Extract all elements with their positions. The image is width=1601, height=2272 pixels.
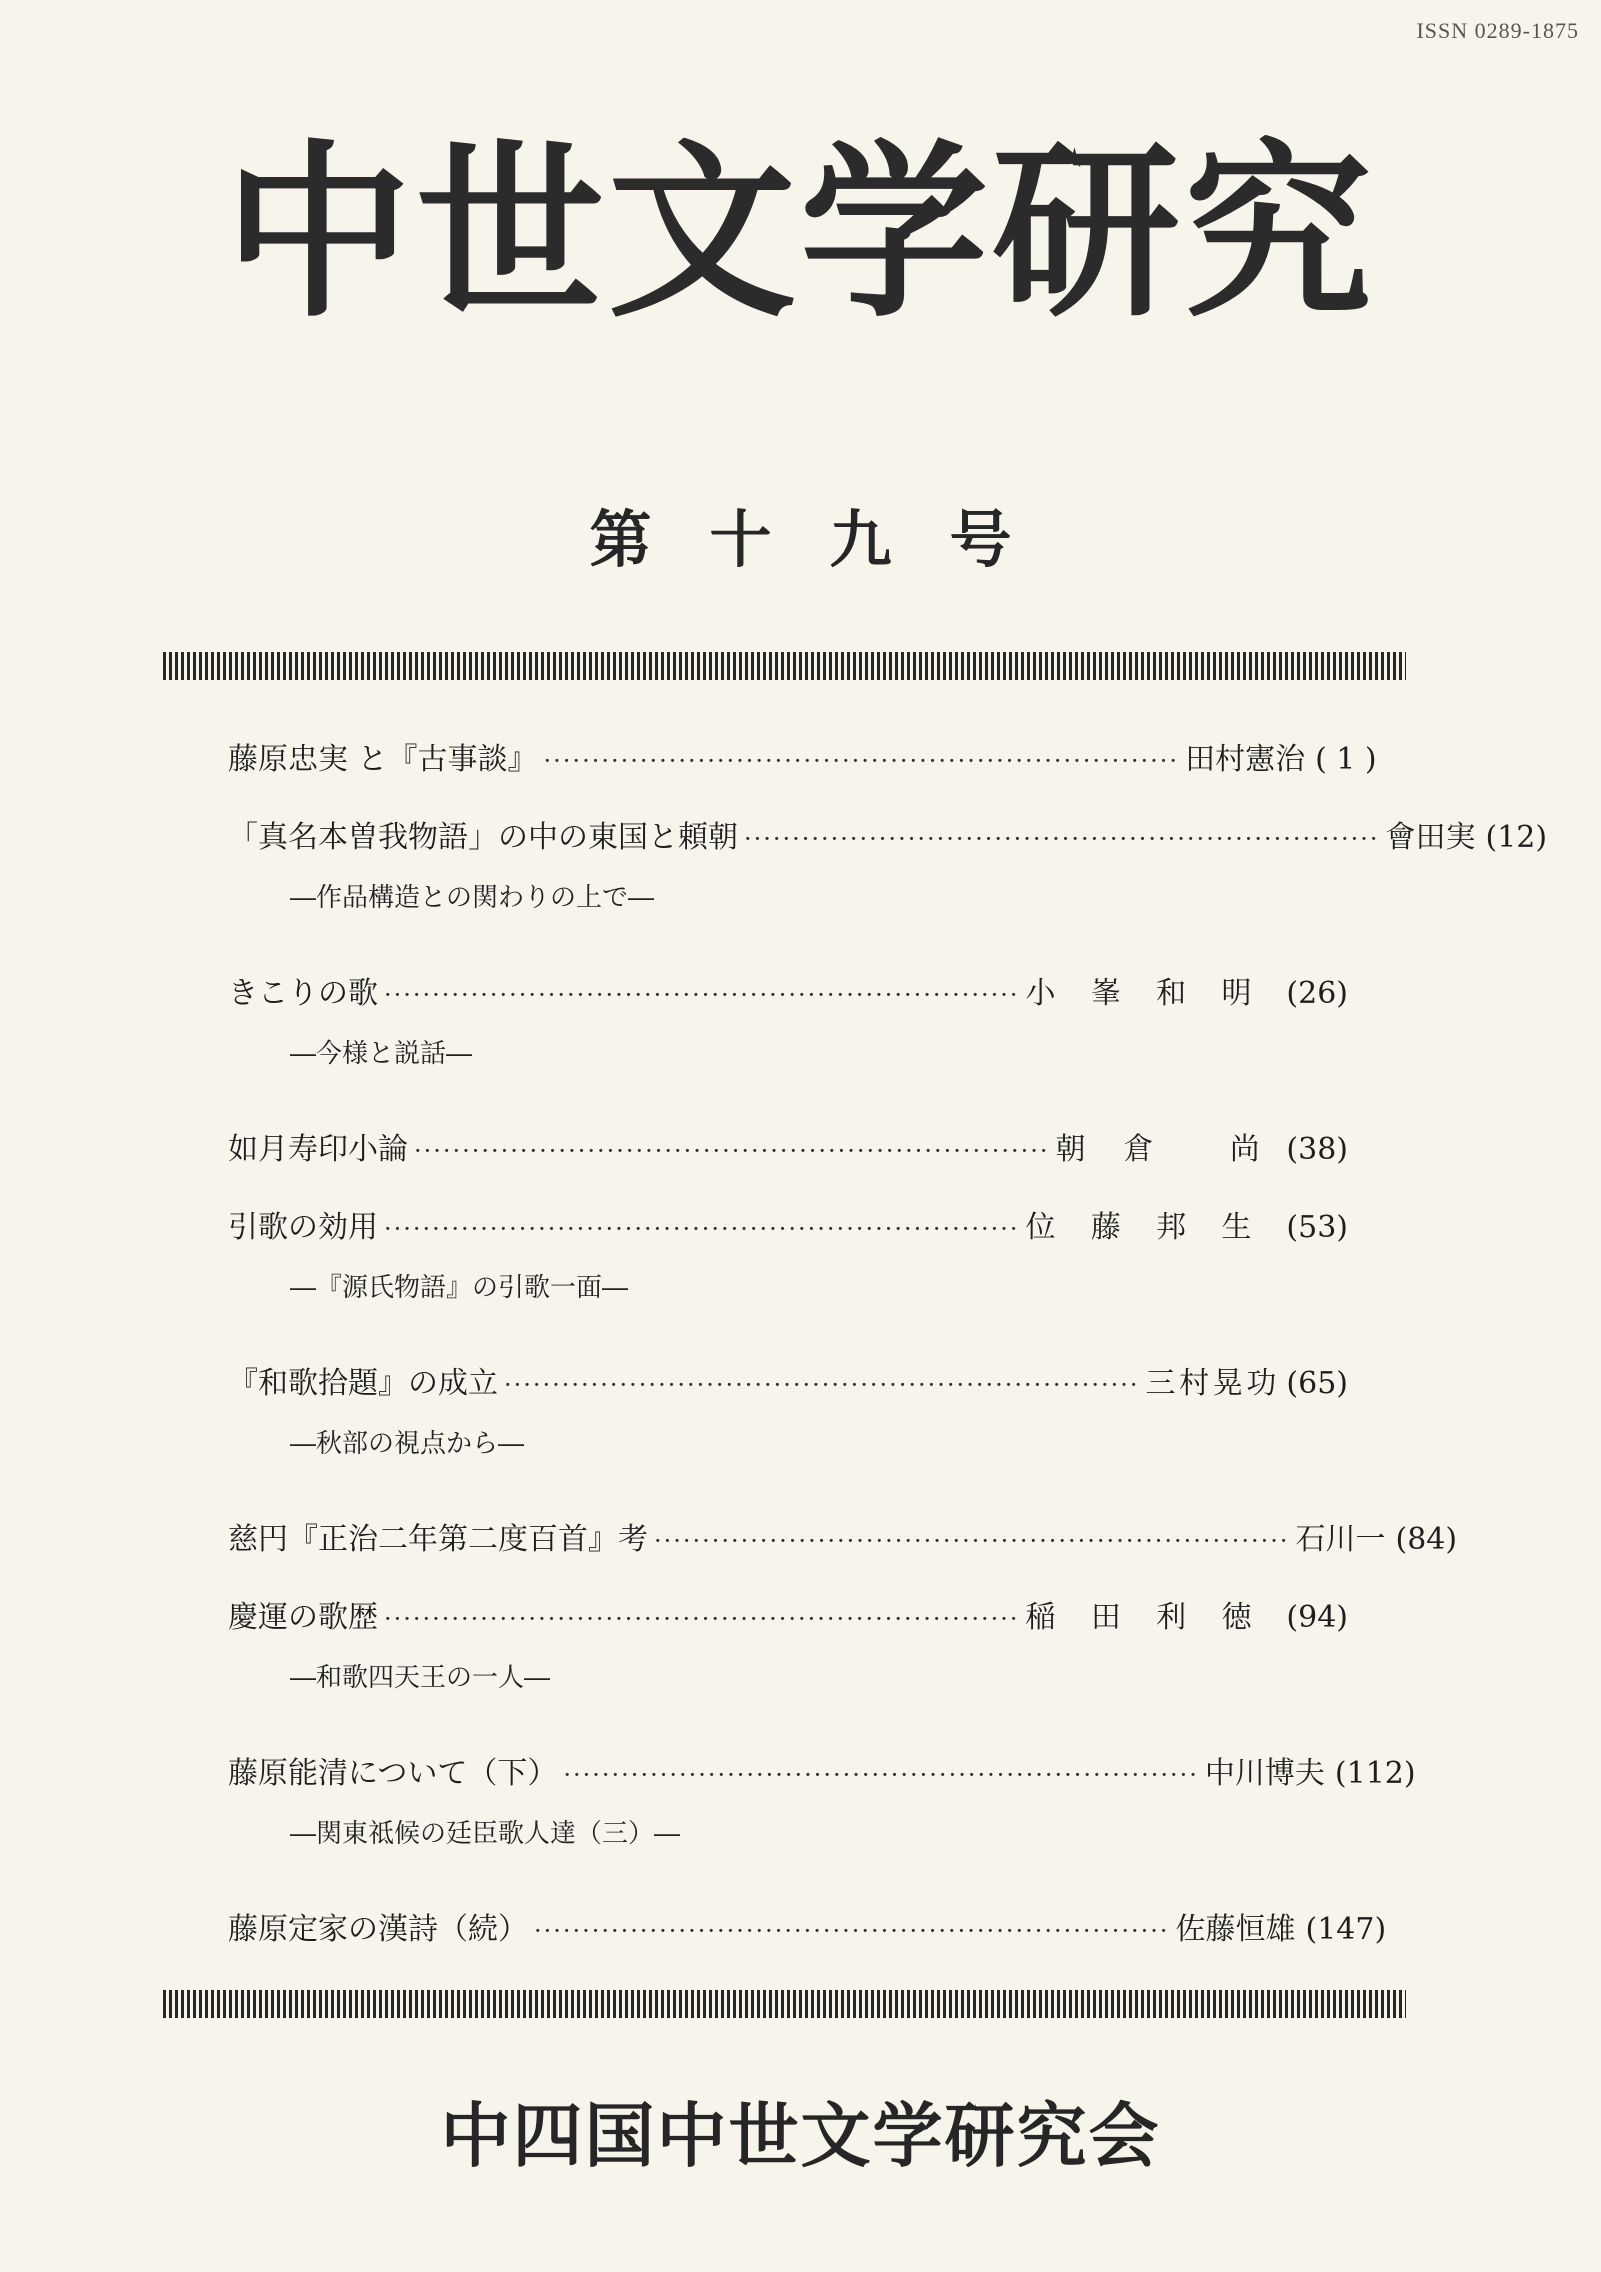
entry-title: 藤原能清について（下） [228,1756,558,1791]
entry-author: 會 田 実 [1385,820,1476,855]
toc-entry [228,1206,1348,1250]
entry-author: 三 村 晃 功 [1145,1366,1277,1401]
entry-page: (53) [1286,1210,1348,1245]
entry-title: 藤原定家の漢詩（続） [228,1912,528,1947]
toc-entry [228,1752,1416,1796]
entry-author: 中 川 博 夫 [1204,1756,1325,1791]
entry-title: 藤原忠実 と『古事談』 [228,742,538,777]
publisher-society: 中四国中世文学研究会 [440,2095,1161,2177]
toc-entry [228,1128,1348,1172]
entry-page: (84) [1395,1522,1458,1557]
entry-page: (147) [1305,1912,1387,1947]
entry-author: 小 峯 和 明 [1025,976,1252,1011]
toc-entry [228,1908,1387,1952]
entry-author: 位 藤 邦 生 [1025,1210,1252,1245]
toc-entry [228,972,1348,1016]
entry-author: 石 川 一 [1295,1522,1386,1557]
bottom-divider [163,1990,1406,2018]
entry-title: 引歌の効用 [228,1210,378,1245]
entry-subtitle: ―『源氏物語』の引歌一面― [290,1273,629,1303]
dot-leader: ·································································· [563,1761,1199,1789]
toc-entry [228,1518,1458,1562]
entry-author: 稲 田 利 徳 [1025,1600,1252,1635]
entry-title: 「真名本曽我物語」の中の東国と頼朝 [228,820,738,855]
entry-page: (38) [1286,1132,1348,1167]
entry-author: 田 村 憲 治 [1185,742,1306,777]
dot-leader: ·································································· [384,1605,1020,1633]
entry-page: (12) [1485,820,1548,855]
journal-title: 中世文学研究 [224,124,1376,343]
entry-page: (26) [1286,976,1348,1011]
toc-entry [228,1362,1348,1406]
dot-leader: ·································································· [384,981,1020,1009]
entry-title: 慶運の歌歴 [228,1600,378,1635]
entry-page: (112) [1334,1756,1416,1791]
dot-leader: ·································································· [504,1371,1140,1399]
toc-entry [228,1596,1348,1640]
entry-subtitle: ―関東祗候の廷臣歌人達（三）― [290,1819,681,1849]
entry-subtitle: ―作品構造との関わりの上で― [290,883,655,913]
entry-title: 慈円『正治二年第二度百首』考 [228,1522,648,1557]
entry-title: きこりの歌 [228,976,378,1011]
toc-entry [228,738,1377,782]
entry-title: 『和歌拾題』の成立 [228,1366,498,1401]
entry-subtitle: ―今様と説話― [290,1039,473,1069]
dot-leader: ·································································· [414,1137,1050,1165]
entry-page: ( 1 ) [1315,742,1377,777]
toc-entry [228,816,1548,860]
entry-author: 朝 倉 尚 [1055,1132,1260,1167]
entry-page: (94) [1286,1600,1348,1635]
issue-number: 第十九号 [589,503,1070,576]
dot-leader: ·································································· [744,825,1380,853]
issn-number: ISSN 0289-1875 [1416,18,1579,43]
dot-leader: ·································································· [534,1917,1170,1945]
entry-subtitle: ―和歌四天王の一人― [290,1663,551,1693]
entry-page: (65) [1286,1366,1348,1401]
entry-subtitle: ―秋部の視点から― [290,1429,525,1459]
dot-leader: ·································································· [543,747,1180,775]
top-divider [163,652,1406,680]
entry-author: 佐 藤 恒 雄 [1175,1912,1296,1947]
dot-leader: ·································································· [654,1527,1290,1555]
entry-title: 如月寿印小論 [228,1132,408,1167]
dot-leader: ·································································· [384,1215,1020,1243]
